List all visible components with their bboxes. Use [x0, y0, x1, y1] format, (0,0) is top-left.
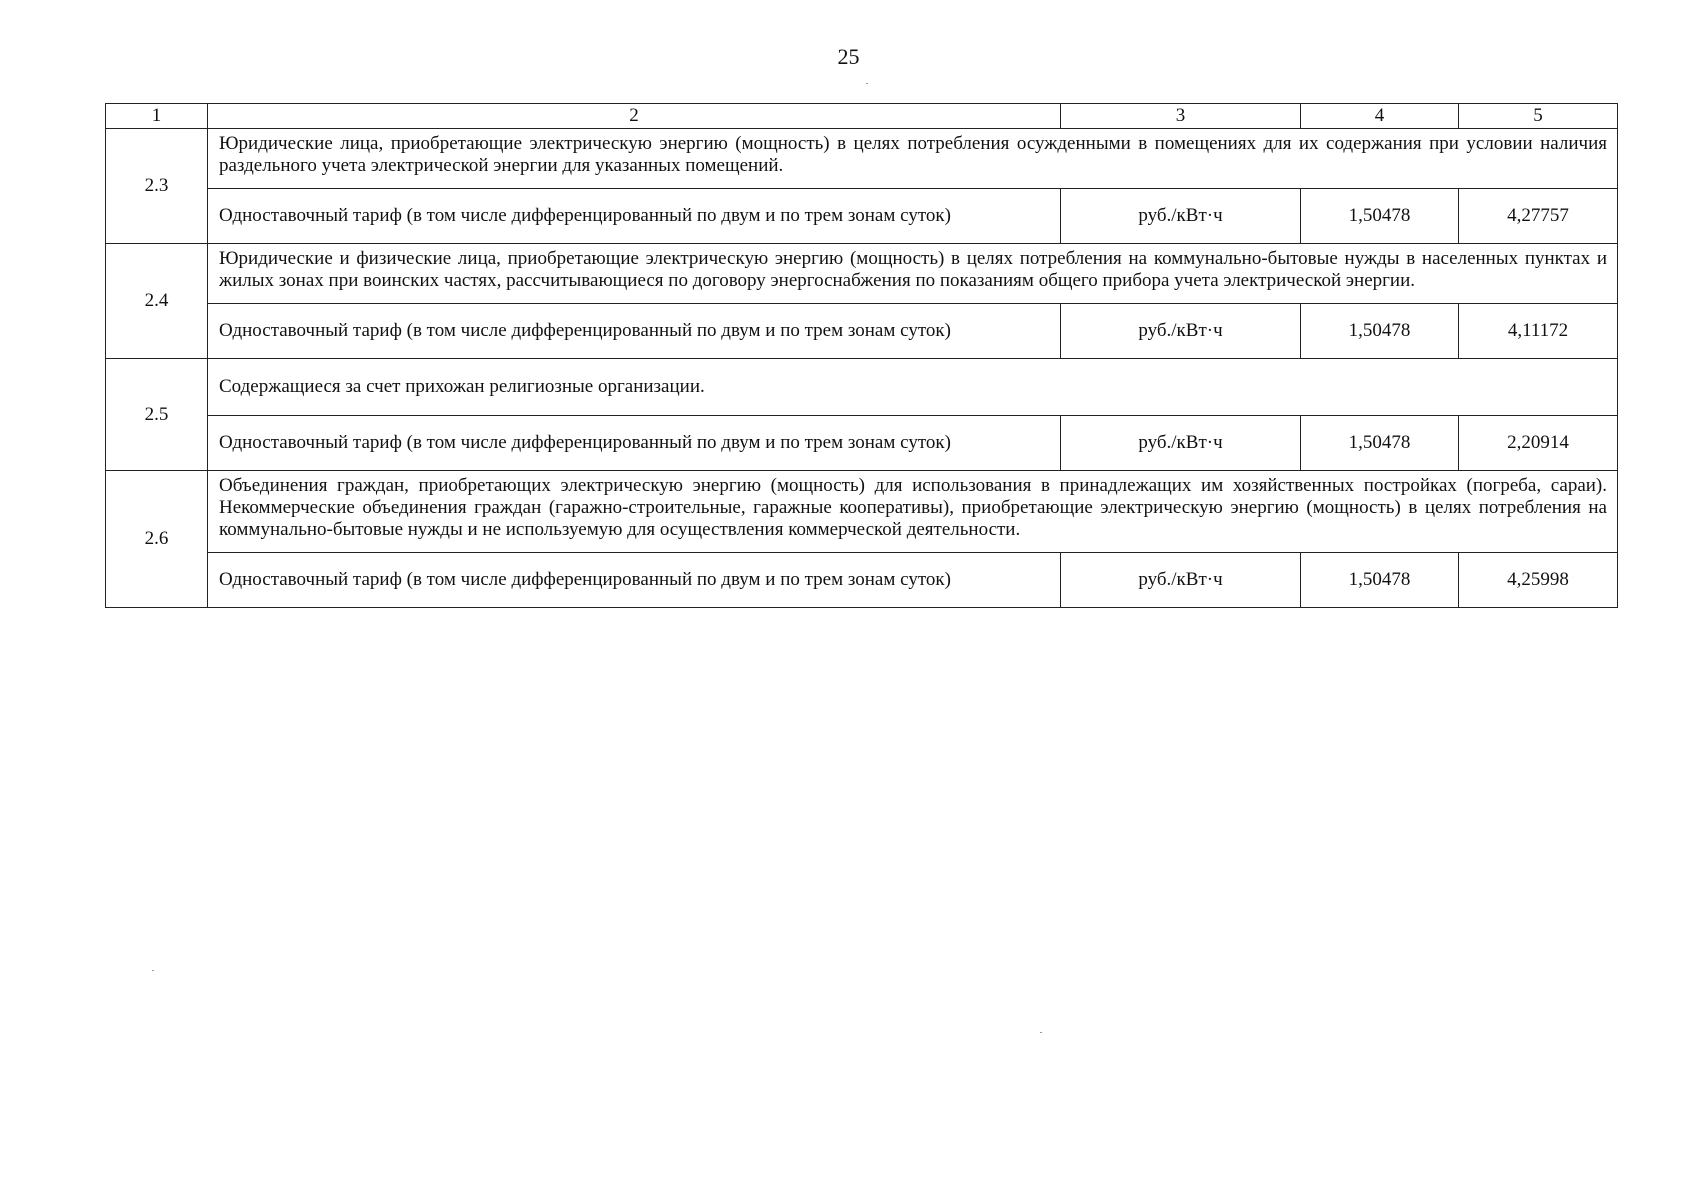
tariff-unit: руб./кВт·ч [1061, 189, 1301, 244]
scan-speck [152, 970, 154, 971]
table-row [106, 189, 1618, 244]
scan-speck [866, 83, 868, 84]
row-number: 2.4 [106, 244, 208, 359]
table-row [106, 416, 1618, 471]
table-header-row [106, 104, 1618, 129]
consumer-group-description: Юридические и физические лица, приобретающие электрическую энергию (мощность) в целях потребления на коммунально-бытовые нужды в населенных пунктах и жилых зонах при воинских частях, рассчитывающиеся по договору энергоснабжения по показаниям общего прибора учета электрической энергии. [208, 244, 1618, 304]
column-header-4: 4 [1301, 104, 1459, 129]
tariff-value-col5: 4,25998 [1459, 553, 1618, 608]
page-number: 25 [837, 44, 860, 69]
table-row [106, 304, 1618, 359]
tariff-value-col4: 1,50478 [1301, 553, 1459, 608]
tariff-unit: руб./кВт·ч [1061, 553, 1301, 608]
scan-speck [1040, 1032, 1042, 1033]
tariff-value-col5: 4,27757 [1459, 189, 1618, 244]
tariff-value-col4: 1,50478 [1301, 304, 1459, 359]
consumer-group-description: Объединения граждан, приобретающих электрическую энергию (мощность) для использования в принадлежащих им хозяйственных постройках (погреба, сараи). Некоммерческие объединения граждан (гаражно-строительные, гаражные кооперативы), приобретающие электрическую энергию (мощность) в целях потребления на коммунально-бытовые нужды и не используемую для осуществления коммерческой деятельности. [208, 471, 1618, 553]
tariff-value-col4: 1,50478 [1301, 416, 1459, 471]
consumer-group-description: Содержащиеся за счет прихожан религиозные организации. [208, 359, 1618, 416]
row-number: 2.5 [106, 359, 208, 471]
column-header-1: 1 [106, 104, 208, 129]
table-row [106, 359, 1618, 416]
tariff-unit: руб./кВт·ч [1061, 416, 1301, 471]
column-header-3: 3 [1061, 104, 1301, 129]
tariff-value-col5: 2,20914 [1459, 416, 1618, 471]
table-row [106, 471, 1618, 553]
table-row [106, 129, 1618, 189]
tariff-name: Одноставочный тариф (в том числе дифференцированный по двум и по трем зонам суток) [208, 189, 1061, 244]
row-number: 2.6 [106, 471, 208, 608]
tariff-unit: руб./кВт·ч [1061, 304, 1301, 359]
tariff-name: Одноставочный тариф (в том числе дифференцированный по двум и по трем зонам суток) [208, 553, 1061, 608]
table-row [106, 244, 1618, 304]
table-row [106, 553, 1618, 608]
column-header-2: 2 [208, 104, 1061, 129]
tariff-value-col5: 4,11172 [1459, 304, 1618, 359]
tariff-table [105, 103, 1618, 608]
tariff-name: Одноставочный тариф (в том числе дифференцированный по двум и по трем зонам суток) [208, 304, 1061, 359]
tariff-value-col4: 1,50478 [1301, 189, 1459, 244]
row-number: 2.3 [106, 129, 208, 244]
tariff-name: Одноставочный тариф (в том числе дифференцированный по двум и по трем зонам суток) [208, 416, 1061, 471]
consumer-group-description: Юридические лица, приобретающие электрическую энергию (мощность) в целях потребления осужденными в помещениях для их содержания при условии наличия раздельного учета электрической энергии для указанных помещений. [208, 129, 1618, 189]
column-header-5: 5 [1459, 104, 1618, 129]
